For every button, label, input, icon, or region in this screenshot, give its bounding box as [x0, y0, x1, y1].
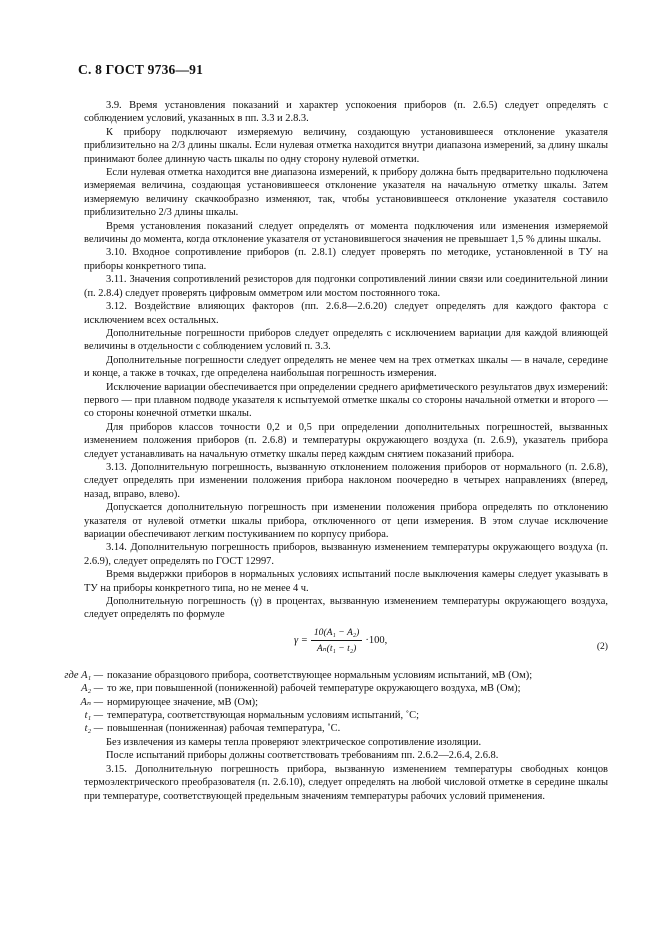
definition-row	[84, 722, 608, 735]
paragraph: Если нулевая отметка находится вне диапазона измерений, к прибору должна быть предварительно подключена измеряемая величина, создающая установившееся отклонение указателя на начальную отметку шкалы. Затем измеряемую величину скачкообразно изменяют, так, чтобы установившееся отклонение указателя составило приблизительно 2/3 длины шкалы.	[84, 167, 608, 219]
page-header: С. 8 ГОСТ 9736—91	[78, 62, 204, 77]
paragraph: Время выдержки приборов в нормальных условиях испытаний после выключения камеры следует указывать в ТУ на приборы конкретного типа, но не менее 4 ч.	[84, 569, 608, 594]
formula-tail: ·100,	[365, 635, 388, 647]
definition-symbol: t₂ —	[84, 723, 103, 735]
paragraph: Время установления показаний следует определять от момента подключения или изменения измеряемой величины до момента, когда отклонение указателя от установившегося значения не превышает 1,5 % длины шкалы.	[84, 220, 608, 246]
paragraph: Исключение вариации обеспечивается при определении среднего арифметического результатов двух измерений: первого — при плавном подводе указателя к испытуемой отметке шкалы со стороны начальной отметки и второго — со стороны конечной отметки шкалы.	[84, 381, 608, 420]
paragraph: После испытаний приборы должны соответствовать требованиям пп. 2.6.2—2.6.4, 2.6.8.	[106, 750, 499, 762]
paragraph: Дополнительную погрешность (γ) в процентах, вызванную изменением температуры окружающего воздуха, следует определять по формуле	[84, 596, 608, 621]
definition-row	[84, 709, 608, 722]
formula-lhs: γ =	[294, 635, 308, 647]
definition-symbol: где A₁ —	[64, 669, 103, 681]
paragraph-3-14: 3.14. Дополнительную погрешность приборов, вызванную изменением температуры окружающего воздуха (п. 2.6.9), следует определять по ГОСТ 12997.	[84, 542, 608, 567]
paragraph: Допускается дополнительную погрешность при изменении положения прибора определять по отклонению указателя от нулевой отметки шкалы прибора, отключенного от цепи измерения. В этом случае исключение вариации обеспечивают легким постукиванием по корпусу прибора.	[84, 502, 608, 540]
definition-text: нормирующее значение, мВ (Ом);	[107, 696, 259, 708]
paragraph-3-9: 3.9. Время установления показаний и характер успокоения приборов (п. 2.6.5) следует определять с соблюдением условий, указанных в пп. 3.3 и 2.8.3.	[84, 100, 608, 125]
definition-symbol: A₂ —	[81, 683, 103, 695]
equation-number: (2)	[596, 640, 608, 652]
paragraph: Для приборов классов точности 0,2 и 0,5 при определении дополнительных погрешностей, вызванных изменением положения приборов (п. 2.6.8) и температуры окружающего воздуха (п. 2.6.9), указатель прибора следует устанавливать на начальную отметку шкалы перед каждым снятием показаний прибора.	[84, 421, 608, 460]
formula-denominator: Aₙ(t₁ − t₂)	[316, 643, 357, 655]
definition-text: показание образцового прибора, соответствующее нормальным условиям испытаний, мВ (Ом);	[107, 669, 533, 681]
definition-text: повышенная (пониженная) рабочая температура, ˚С.	[107, 723, 341, 735]
document-body	[64, 99, 608, 803]
paragraphs-before-formula	[84, 99, 608, 622]
definition-symbol: Aₙ —	[80, 696, 103, 708]
paragraphs-after-formula	[84, 736, 608, 803]
formula-fraction	[311, 626, 362, 656]
paragraph-3-12: 3.12. Воздействие влияющих факторов (пп. 2.6.8—2.6.20) следует определять для каждого фактора с исключением всех остальных.	[84, 301, 608, 326]
paragraph-3-13: 3.13. Дополнительную погрешность, вызванную отклонением положения приборов от нормального (п. 2.6.8), следует определять при изменении положения прибора наклоном поочередно в четырех направлениях (вперед, назад, вправо, влево).	[84, 461, 608, 500]
formula	[294, 626, 387, 656]
definition-symbol: t₁ —	[84, 710, 103, 722]
formula-numerator: 10(A₁ − A₂)	[311, 626, 362, 641]
definition-text: температура, соответствующая нормальным условиям испытаний, ˚С;	[107, 710, 420, 722]
definition-text: то же, при повышенной (пониженной) рабочей температуре окружающего воздуха, мВ (Ом);	[107, 683, 521, 695]
variable-definitions	[64, 669, 608, 736]
paragraph: Дополнительные погрешности приборов следует определять с исключением вариации для каждой влияющей величины в отдельности с соблюдением условий п. 3.3.	[84, 327, 608, 353]
paragraph-3-11: 3.11. Значения сопротивлений резисторов для подгонки сопротивлений линии связи или соединительной линии (п. 2.8.4) следует проверять цифровым омметром или мостом постоянного тока.	[84, 274, 608, 299]
definition-row	[64, 669, 608, 682]
paragraph: К прибору подключают измеряемую величину, создающую установившееся отклонение указателя приблизительно на 2/3 длины шкалы. Если нулевая отметка находится внутри диапазона измерений, за длину шкалы принимают более длинную часть шкалы по одну сторону нулевой отметки.	[84, 126, 608, 165]
paragraph: Дополнительные погрешности следует определять не менее чем на трех отметках шкалы — в начале, середине и конце, а также в точках, где определена наибольшая погрешность измерения.	[84, 354, 608, 380]
paragraph: Без извлечения из камеры тепла проверяют электрическое сопротивление изоляции.	[106, 736, 482, 748]
paragraph-3-15: 3.15. Дополнительную погрешность прибора, вызванную изменением температуры свободных концов термоэлектрического преобразователя (п. 2.6.10), следует определять на любой числовой отметке в середине шкалы при температуре, соответствующей предельным значениям температуры рабочих условий применения.	[84, 763, 608, 802]
formula-block	[84, 626, 608, 666]
paragraph-3-10: 3.10. Входное сопротивление приборов (п. 2.8.1) следует проверять по методике, установленной в ТУ на приборы конкретного типа.	[84, 247, 608, 272]
definition-row	[81, 682, 608, 695]
definition-row	[80, 696, 608, 709]
